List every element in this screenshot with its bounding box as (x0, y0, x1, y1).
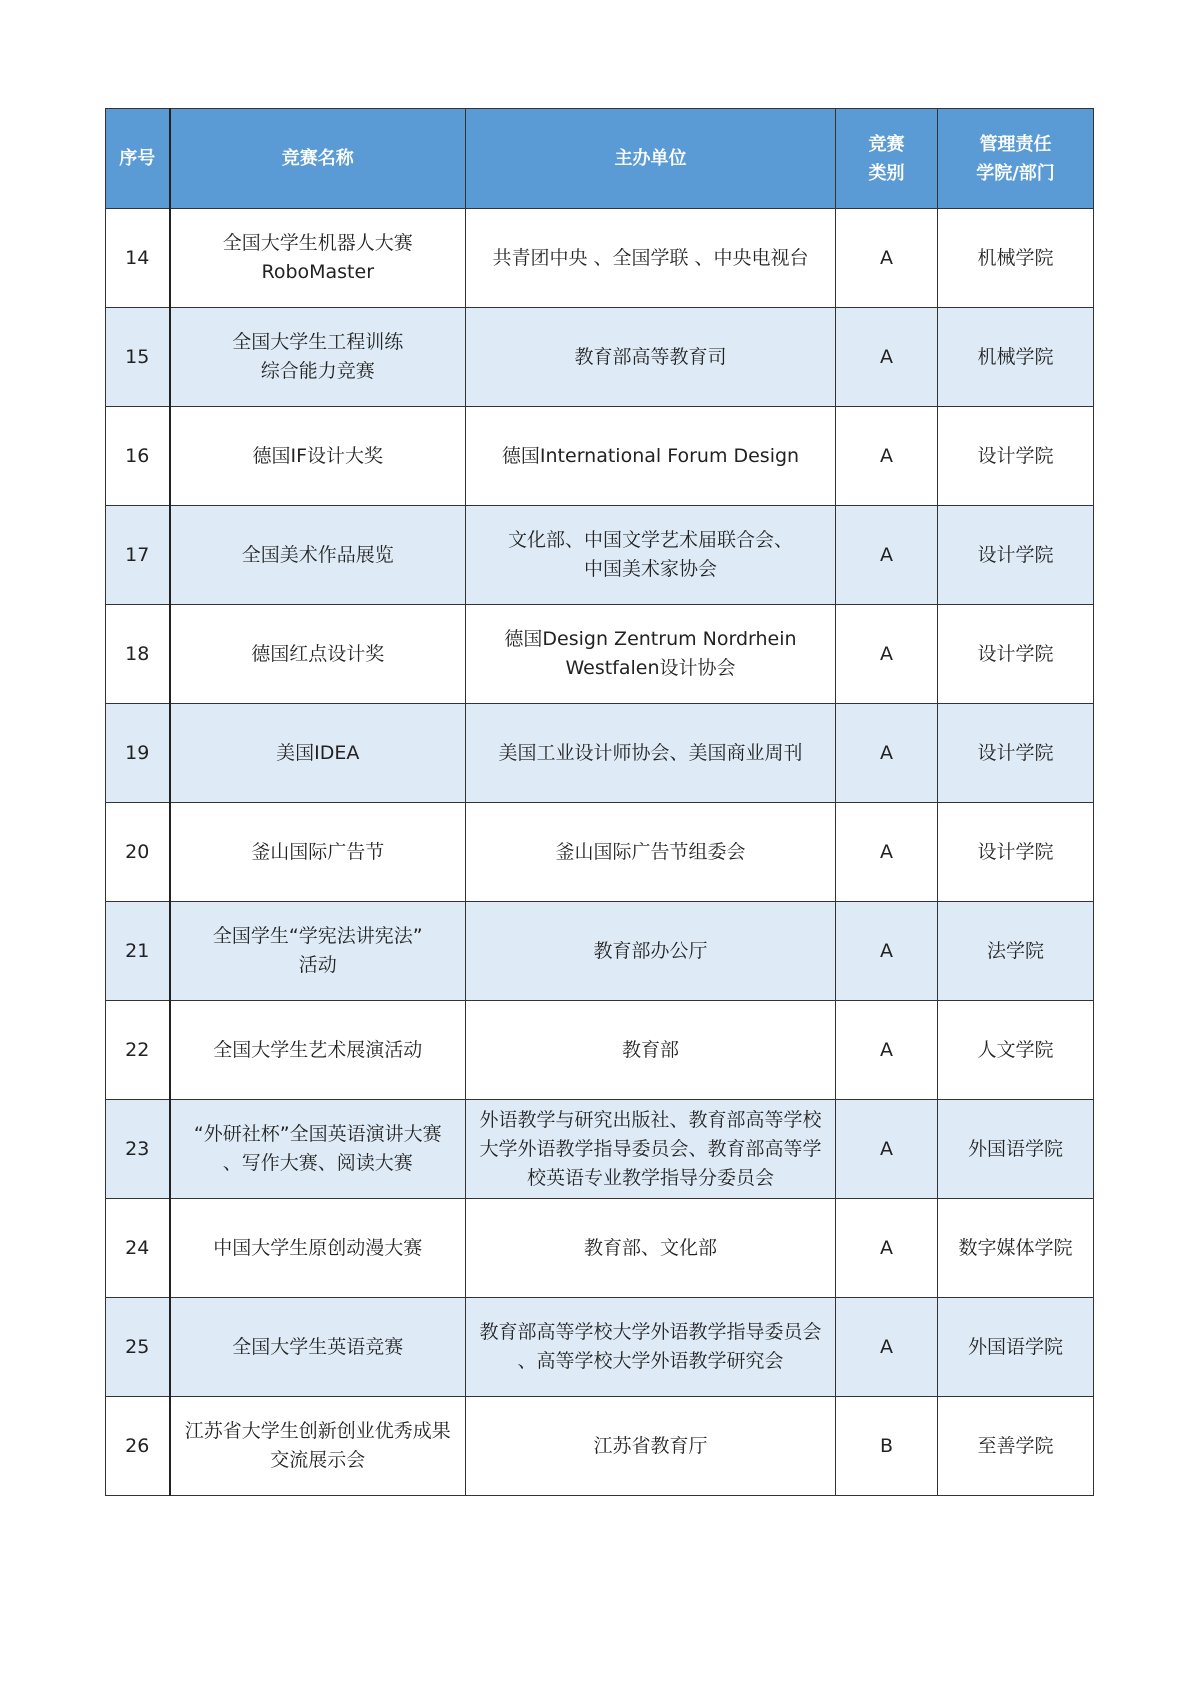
cell-text: 机械学院 (977, 246, 1054, 269)
cell-text: RoboMaster (261, 261, 375, 283)
cell-text: A (880, 1335, 893, 1358)
header-line: 学院/部门 (976, 162, 1055, 184)
cell-text: 文化部、中国文学艺术届联合会、 (507, 529, 793, 551)
competition-name (170, 605, 466, 704)
competition-name (170, 209, 466, 308)
competition-name (170, 1199, 466, 1298)
cell-text: 16 (125, 444, 150, 467)
cell-text: 外国语学院 (967, 1335, 1063, 1358)
header-competition-name (170, 109, 466, 209)
competition-name (170, 308, 466, 407)
cell-text: 全国大学生机器人大赛 (222, 232, 413, 254)
header-line: 竞赛 (868, 133, 905, 155)
competition-name (170, 902, 466, 1001)
cell-text: 26 (125, 1434, 150, 1457)
cell-text: 至善学院 (977, 1434, 1054, 1457)
managing-department (938, 1199, 1094, 1298)
cell-text: A (880, 1038, 893, 1061)
table-row (106, 1001, 1094, 1100)
row-index (106, 1100, 170, 1199)
cell-text: A (880, 345, 893, 368)
competition-category (836, 605, 938, 704)
cell-text: 综合能力竞赛 (260, 360, 375, 382)
cell-text: 20 (125, 840, 150, 863)
cell-text: 活动 (298, 954, 337, 976)
managing-department (938, 1001, 1094, 1100)
competition-name (170, 704, 466, 803)
row-index (106, 308, 170, 407)
cell-text: “外研社杯”全国英语演讲大赛 (193, 1123, 442, 1145)
cell-text: 设计学院 (977, 741, 1054, 764)
table-row (106, 407, 1094, 506)
row-index (106, 803, 170, 902)
row-index (106, 209, 170, 308)
managing-department (938, 902, 1094, 1001)
competition-name (170, 506, 466, 605)
cell-text: 14 (125, 246, 150, 269)
table-row (106, 1199, 1094, 1298)
competition-category (836, 407, 938, 506)
organizer (466, 506, 836, 605)
managing-department (938, 407, 1094, 506)
row-index (106, 704, 170, 803)
cell-text: 教育部、文化部 (583, 1236, 717, 1259)
cell-text: 共青团中央 、全国学联 、中央电视台 (492, 246, 809, 269)
header-line: 类别 (868, 162, 905, 184)
header-row (106, 109, 1094, 209)
organizer (466, 1001, 836, 1100)
row-index (106, 1001, 170, 1100)
table-row (106, 605, 1094, 704)
cell-text: 设计学院 (977, 543, 1054, 566)
cell-text: A (880, 246, 893, 269)
cell-text: 美国工业设计师协会、美国商业周刊 (498, 741, 803, 764)
header-organizer (466, 109, 836, 209)
cell-text: 德国Design Zentrum Nordrhein (504, 628, 797, 650)
cell-text: 江苏省大学生创新创业优秀成果 (184, 1420, 451, 1442)
cell-text: A (880, 543, 893, 566)
table-row (106, 308, 1094, 407)
managing-department (938, 1100, 1094, 1199)
organizer (466, 902, 836, 1001)
organizer (466, 1397, 836, 1496)
table-body (106, 209, 1094, 1496)
table-header (106, 109, 1094, 209)
organizer (466, 209, 836, 308)
cell-text: B (879, 1434, 894, 1457)
cell-text: 德国International Forum Design (501, 444, 800, 467)
managing-department (938, 803, 1094, 902)
cell-text: 15 (125, 345, 150, 368)
cell-text: 全国大学生艺术展演活动 (213, 1038, 423, 1061)
cell-text: 设计学院 (977, 642, 1054, 665)
cell-text: 校英语专业教学指导分委员会 (526, 1166, 774, 1189)
cell-text: 大学外语教学指导委员会、教育部高等学 (479, 1137, 822, 1160)
organizer (466, 407, 836, 506)
row-index (106, 1298, 170, 1397)
competition-category (836, 209, 938, 308)
cell-text: A (880, 1236, 893, 1259)
cell-text: 德国IF设计大奖 (252, 444, 384, 467)
competition-category (836, 902, 938, 1001)
managing-department (938, 506, 1094, 605)
cell-text: Westfalen设计协会 (565, 657, 736, 679)
managing-department (938, 605, 1094, 704)
managing-department (938, 209, 1094, 308)
cell-text: A (880, 741, 893, 764)
organizer (466, 1298, 836, 1397)
cell-text: 全国大学生工程训练 (232, 331, 404, 353)
cell-text: 、写作大赛、阅读大赛 (222, 1152, 413, 1174)
cell-text: 法学院 (986, 939, 1044, 962)
table-row (106, 902, 1094, 1001)
cell-text: 18 (125, 642, 150, 665)
cell-text: 中国大学生原创动漫大赛 (213, 1236, 423, 1259)
cell-text: 全国大学生英语竞赛 (232, 1335, 404, 1358)
cell-text: 江苏省教育厅 (593, 1434, 708, 1457)
competition-category (836, 308, 938, 407)
header-line: 竞赛名称 (281, 148, 354, 169)
organizer (466, 803, 836, 902)
competition-category (836, 1298, 938, 1397)
table-row (106, 1100, 1094, 1199)
row-index (106, 506, 170, 605)
cell-text: 22 (125, 1038, 150, 1061)
header-department (938, 109, 1094, 209)
table-row (106, 209, 1094, 308)
competition-category (836, 1397, 938, 1496)
cell-text: 釜山国际广告节组委会 (555, 840, 746, 863)
table-row (106, 1298, 1094, 1397)
cell-text: 19 (125, 741, 150, 764)
header-line: 序号 (119, 148, 156, 169)
cell-text: 人文学院 (977, 1038, 1054, 1061)
cell-text: 17 (125, 543, 150, 566)
header-index (106, 109, 170, 209)
row-index (106, 605, 170, 704)
table-row (106, 704, 1094, 803)
cell-text: 教育部 (621, 1038, 679, 1061)
competition-category (836, 1001, 938, 1100)
row-index (106, 407, 170, 506)
header-line: 管理责任 (979, 133, 1052, 155)
organizer (466, 704, 836, 803)
organizer (466, 1100, 836, 1199)
cell-text: 、高等学校大学外语教学研究会 (517, 1350, 784, 1372)
cell-text: 设计学院 (977, 840, 1054, 863)
managing-department (938, 1298, 1094, 1397)
competition-category (836, 506, 938, 605)
cell-text: 外国语学院 (967, 1137, 1063, 1160)
competition-name (170, 1001, 466, 1100)
cell-text: 24 (125, 1236, 150, 1259)
managing-department (938, 308, 1094, 407)
cell-text: 全国学生“学宪法讲宪法” (212, 925, 423, 947)
competition-name (170, 1397, 466, 1496)
managing-department (938, 704, 1094, 803)
row-index (106, 1199, 170, 1298)
cell-text: 釜山国际广告节 (251, 840, 385, 863)
cell-text: 25 (125, 1335, 150, 1358)
cell-text: 美国IDEA (276, 741, 360, 764)
cell-text: A (880, 642, 893, 665)
competition-name (170, 1100, 466, 1199)
cell-text: 教育部高等学校大学外语教学指导委员会 (479, 1321, 822, 1343)
cell-text: A (880, 444, 893, 467)
competition-table-container (105, 108, 1093, 1496)
table-row (106, 1397, 1094, 1496)
competition-name (170, 803, 466, 902)
managing-department (938, 1397, 1094, 1496)
competition-category (836, 704, 938, 803)
cell-text: 教育部高等教育司 (574, 345, 727, 368)
cell-text: A (880, 840, 893, 863)
competition-category (836, 1100, 938, 1199)
organizer (466, 605, 836, 704)
competition-category (836, 803, 938, 902)
cell-text: 23 (125, 1137, 150, 1160)
competition-name (170, 407, 466, 506)
cell-text: 外语教学与研究出版社、教育部高等学校 (479, 1108, 822, 1131)
table-row (106, 803, 1094, 902)
cell-text: A (880, 1137, 893, 1160)
competition-name (170, 1298, 466, 1397)
competition-category (836, 1199, 938, 1298)
cell-text: 数字媒体学院 (958, 1236, 1073, 1259)
cell-text: 全国美术作品展览 (241, 543, 394, 566)
row-index (106, 1397, 170, 1496)
cell-text: 交流展示会 (270, 1449, 366, 1471)
row-index (106, 902, 170, 1001)
cell-text: 设计学院 (977, 444, 1054, 467)
cell-text: 德国红点设计奖 (251, 642, 385, 665)
header-line: 主办单位 (614, 148, 687, 169)
organizer (466, 308, 836, 407)
cell-text: 21 (125, 939, 150, 962)
cell-text: 中国美术家协会 (583, 558, 717, 580)
competition-table (105, 108, 1094, 1496)
header-category (836, 109, 938, 209)
table-row (106, 506, 1094, 605)
organizer (466, 1199, 836, 1298)
cell-text: 机械学院 (977, 345, 1054, 368)
cell-text: 教育部办公厅 (593, 939, 708, 962)
cell-text: A (880, 939, 893, 962)
